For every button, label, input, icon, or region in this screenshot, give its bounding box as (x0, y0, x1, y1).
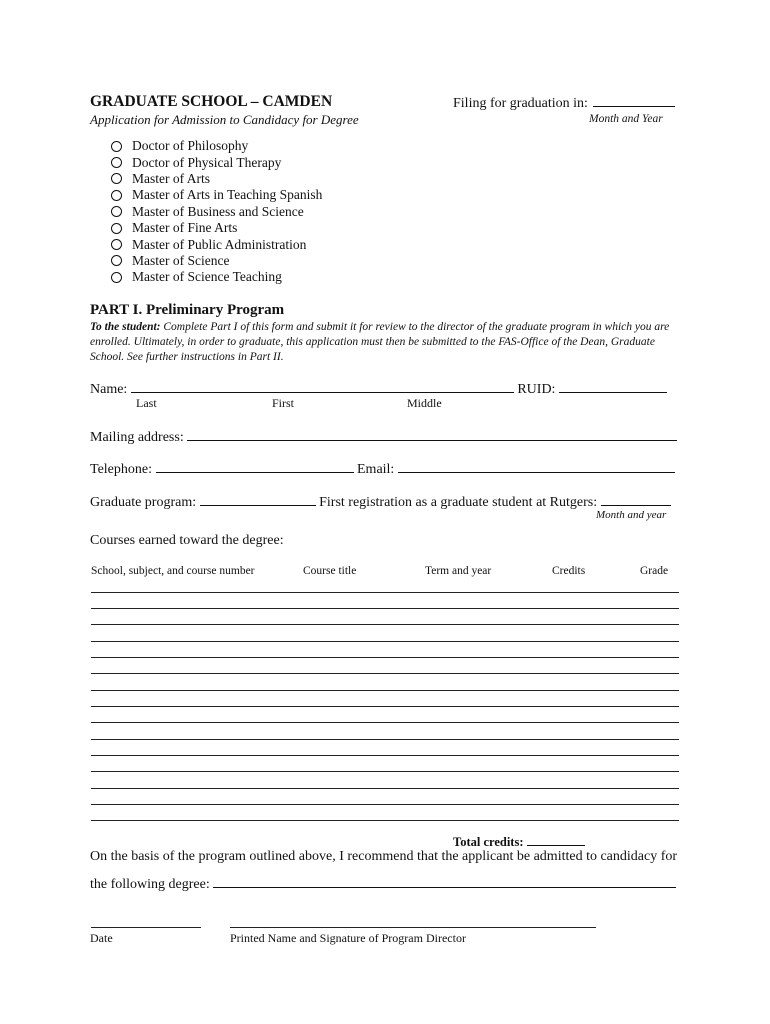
courses-heading: Courses earned toward the degree: (90, 533, 284, 548)
course-line[interactable] (91, 657, 679, 658)
course-line[interactable] (91, 690, 679, 691)
degree-recommend-row (90, 874, 676, 893)
filing-hint: Month and Year (589, 113, 663, 125)
degree-options (111, 138, 322, 286)
radio-icon[interactable] (111, 206, 122, 217)
form-title: GRADUATE SCHOOL – CAMDEN (90, 93, 333, 110)
form-subtitle: Application for Admission to Candidacy for Degree (90, 112, 359, 127)
course-line[interactable] (91, 624, 679, 625)
degree-option[interactable] (111, 253, 322, 269)
filing-field (453, 94, 675, 112)
program-label: Graduate program: (90, 495, 197, 510)
total-credits-row (453, 834, 585, 850)
program-row (90, 492, 671, 511)
total-credits-label: Total credits: (453, 835, 524, 849)
degree-option[interactable] (111, 154, 322, 170)
ruid-input-line[interactable] (559, 379, 667, 393)
contact-row (90, 459, 675, 478)
to-student-label: To the student: (90, 321, 161, 333)
date-line[interactable] (91, 927, 201, 928)
course-line[interactable] (91, 755, 679, 756)
radio-icon[interactable] (111, 157, 122, 168)
degree-option[interactable] (111, 138, 322, 154)
telephone-input-line[interactable] (156, 459, 354, 473)
course-line[interactable] (91, 608, 679, 609)
degree-label: Master of Arts (132, 170, 210, 186)
part1-title: PART I. Preliminary Program (90, 302, 285, 318)
name-input-line[interactable] (131, 379, 514, 393)
first-reg-hint: Month and year (596, 509, 667, 521)
degree-label: Master of Fine Arts (132, 220, 238, 236)
radio-icon[interactable] (111, 255, 122, 266)
course-line[interactable] (91, 820, 679, 821)
degree-option[interactable] (111, 269, 322, 285)
recommendation-text: On the basis of the program outlined above, I recommend that the applicant be admitted to candidacy for (90, 849, 678, 864)
signature-line[interactable] (230, 927, 596, 928)
degree-option[interactable] (111, 187, 322, 203)
radio-icon[interactable] (111, 239, 122, 250)
first-hint: First (272, 396, 295, 410)
first-reg-input-line[interactable] (601, 492, 671, 506)
name-label: Name: (90, 382, 128, 397)
middle-hint: Middle (407, 396, 442, 410)
degree-option[interactable] (111, 220, 322, 236)
radio-icon[interactable] (111, 173, 122, 184)
course-line[interactable] (91, 641, 679, 642)
signature-label: Printed Name and Signature of Program Director (230, 931, 466, 945)
filing-input-line[interactable] (593, 94, 675, 107)
last-hint: Last (136, 396, 157, 410)
degree-recommend-label: the following degree: (90, 877, 210, 892)
mailing-input-line[interactable] (187, 427, 677, 441)
first-reg-label: First registration as a graduate student at Rutgers: (319, 495, 598, 510)
email-input-line[interactable] (398, 459, 675, 473)
degree-label: Master of Public Administration (132, 236, 307, 252)
degree-recommend-input-line[interactable] (213, 874, 676, 888)
part1-instructions (90, 320, 680, 365)
degree-option[interactable] (111, 204, 322, 220)
degree-label: Master of Science Teaching (132, 269, 282, 285)
filing-label: Filing for graduation in: (453, 96, 588, 111)
degree-label: Doctor of Physical Therapy (132, 154, 282, 170)
total-credits-input-line[interactable] (527, 834, 585, 846)
degree-label: Master of Business and Science (132, 203, 304, 219)
radio-icon[interactable] (111, 223, 122, 234)
col-credits: Credits (552, 565, 586, 577)
email-label: Email: (357, 462, 395, 477)
telephone-label: Telephone: (90, 462, 152, 477)
name-row (90, 379, 667, 398)
course-line[interactable] (91, 722, 679, 723)
mailing-row (90, 427, 677, 446)
col-course-title: Course title (303, 565, 357, 577)
program-input-line[interactable] (200, 492, 316, 506)
instructions-text: Complete Part I of this form and submit it for review to the director of the graduate program in which you are enrolled. Ultimately, in order to graduate, this application must then be submitted to the FAS-Office of the Dean, Graduate School. See further instructions in Part II. (90, 321, 670, 363)
radio-icon[interactable] (111, 272, 122, 283)
radio-icon[interactable] (111, 141, 122, 152)
degree-option[interactable] (111, 171, 322, 187)
course-line[interactable] (91, 788, 679, 789)
degree-label: Doctor of Philosophy (132, 138, 249, 154)
course-line[interactable] (91, 592, 679, 593)
course-line[interactable] (91, 706, 679, 707)
degree-label: Master of Science (132, 252, 230, 268)
course-line[interactable] (91, 804, 679, 805)
col-grade: Grade (640, 565, 669, 577)
radio-icon[interactable] (111, 190, 122, 201)
date-label: Date (90, 931, 113, 945)
course-line[interactable] (91, 673, 679, 674)
ruid-label: RUID: (517, 382, 556, 397)
course-line[interactable] (91, 739, 679, 740)
degree-label: Master of Arts in Teaching Spanish (132, 187, 323, 203)
mailing-label: Mailing address: (90, 430, 184, 445)
col-term-year: Term and year (425, 565, 492, 577)
col-course-number: School, subject, and course number (91, 565, 255, 577)
course-line[interactable] (91, 771, 679, 772)
degree-option[interactable] (111, 236, 322, 252)
